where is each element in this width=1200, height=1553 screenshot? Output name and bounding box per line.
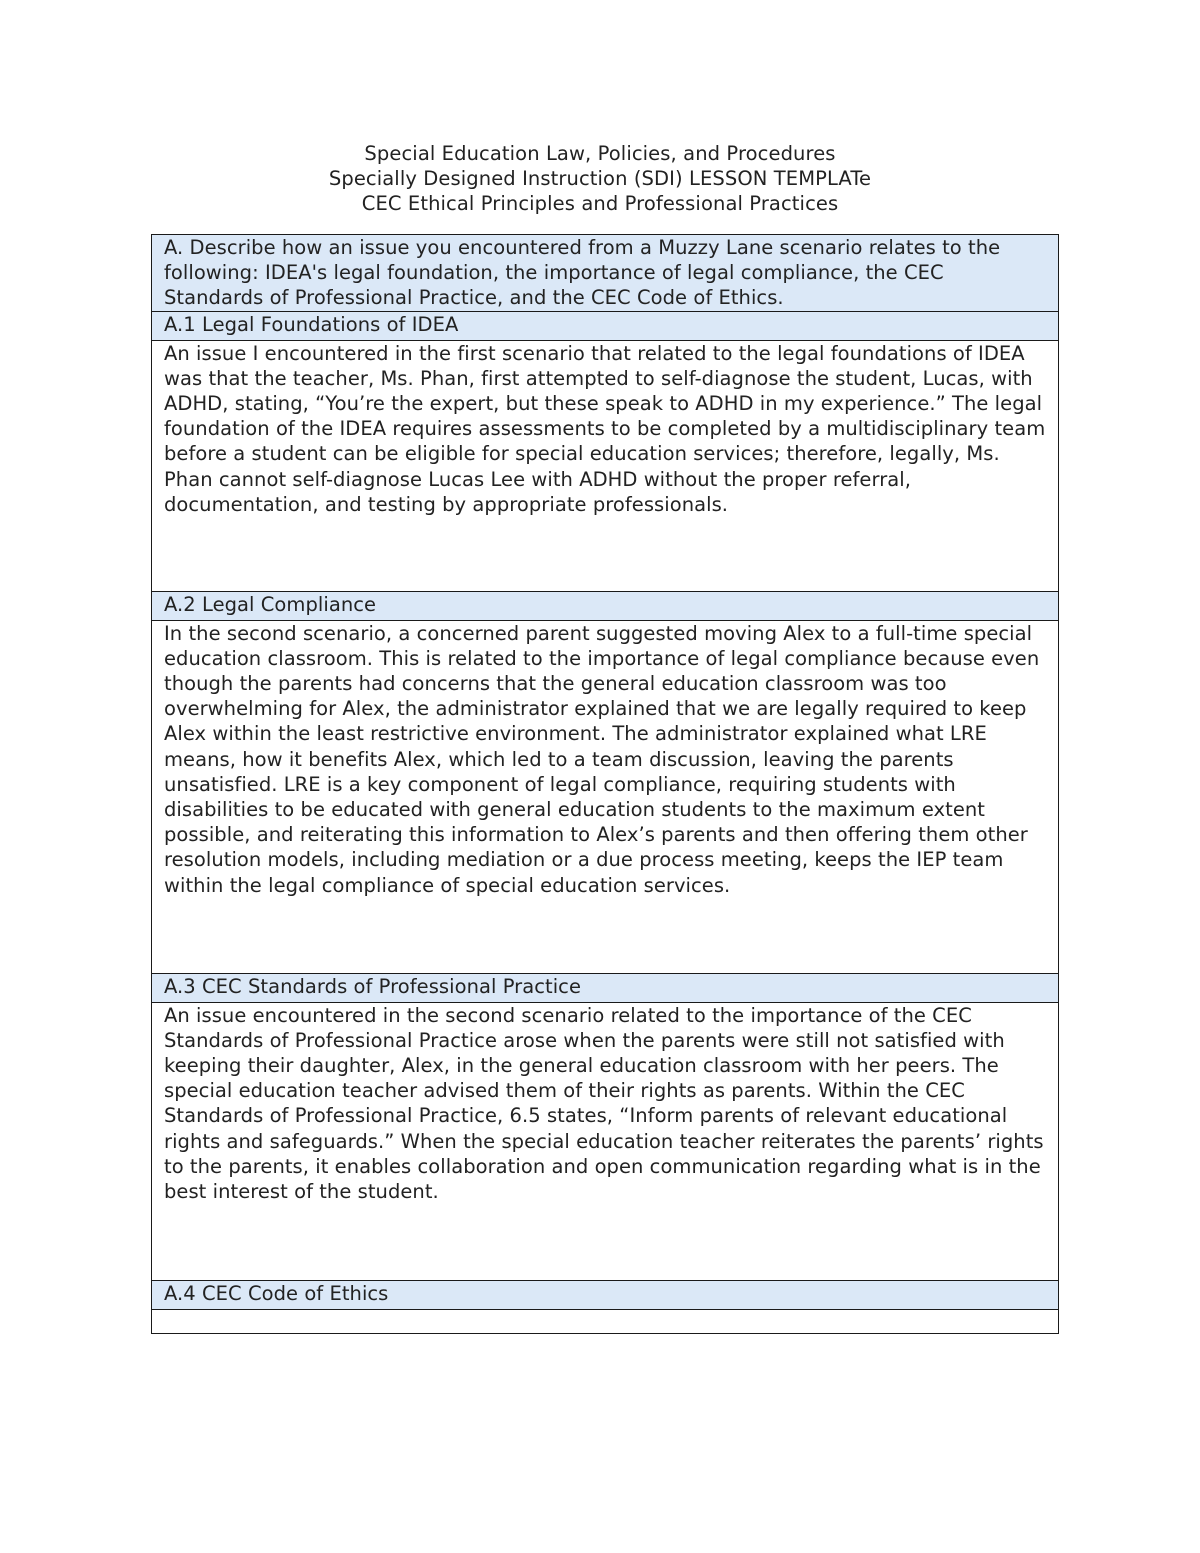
template-title: Specially Designed Instruction (SDI) LESSON TEMPLATe (328, 167, 872, 190)
section-text-a2: In the second scenario, a concerned parent suggested moving Alex to a full-time special education classroom. This is related to the importance of legal compliance because even though the parents had concerns that the general education classroom was too overwhelming for Alex, the administrator explained that we are legally required to keep Alex within the least restrictive environment. The administrator explained what LRE means, how it benefits Alex, which led to a team discussion, leaving the parents unsatisfied. LRE is a key component of legal compliance, requiring students with disabilities to be educated with general education students to the maximum extent possible, and reiterating this information to Alex’s parents and then offering them other resolution models, including mediation or a due process meeting, keeps the IEP team within the legal compliance of special education services. (164, 621, 1040, 897)
section-heading-a3: A.3 CEC Standards of Professional Practice (152, 973, 1059, 1002)
section-heading-a2: A.2 Legal Compliance (152, 591, 1059, 620)
section-heading-row (152, 1280, 1059, 1309)
course-title: Special Education Law, Policies, and Procedures (364, 142, 836, 165)
section-heading-a1: A.1 Legal Foundations of IDEA (152, 311, 1059, 340)
section-body-a1[interactable] (152, 340, 1059, 591)
section-text-a3: An issue encountered in the second scenario related to the importance of the CEC Standards of Professional Practice arose when the parents were still not satisfied with keeping their daughter, Alex, in the general education classroom with her peers. The special education teacher advised them of their rights as parents. Within the CEC Standards of Professional Practice, 6.5 states, “Inform parents of relevant educational rights and safeguards.” When the special education teacher reiterates the parents’ rights to the parents, it enables collaboration and open communication regarding what is in the best interest of the student. (164, 1003, 1044, 1204)
section-heading-row (152, 973, 1059, 1002)
intro-prompt: A. Describe how an issue you encountered from a Muzzy Lane scenario relates to the following: IDEA's legal foundation, the importance of legal compliance, the CEC Standards of Professional Practice, and the CEC Code of Ethics. (152, 235, 1059, 312)
section-text-a1: An issue I encountered in the first scenario that related to the legal foundations of IDEA was that the teacher, Ms. Phan, first attempted to self-diagnose the student, Lucas, with ADHD, stating, “You’re the expert, but these speak to ADHD in my experience.” The legal foundation of the IDEA requires assessments to be completed by a multidisciplinary team before a student can be eligible for special education services; therefore, legally, Ms. Phan cannot self-diagnose Lucas Lee with ADHD without the proper referral, documentation, and testing by appropriate professionals. (164, 341, 1046, 516)
section-body-row (152, 340, 1059, 591)
section-heading-row (152, 591, 1059, 620)
document-subtitle: CEC Ethical Principles and Professional Practices (361, 192, 839, 215)
section-body-row (152, 1309, 1059, 1333)
document-header (0, 141, 1200, 216)
lesson-template-table (151, 234, 1059, 1334)
section-body-row (152, 1002, 1059, 1280)
section-heading-a4: A.4 CEC Code of Ethics (152, 1280, 1059, 1309)
section-body-row (152, 620, 1059, 973)
section-body-a3[interactable] (152, 1002, 1059, 1280)
section-heading-row (152, 311, 1059, 340)
section-body-a4[interactable] (152, 1309, 1059, 1333)
intro-row (152, 235, 1059, 312)
section-body-a2[interactable] (152, 620, 1059, 973)
